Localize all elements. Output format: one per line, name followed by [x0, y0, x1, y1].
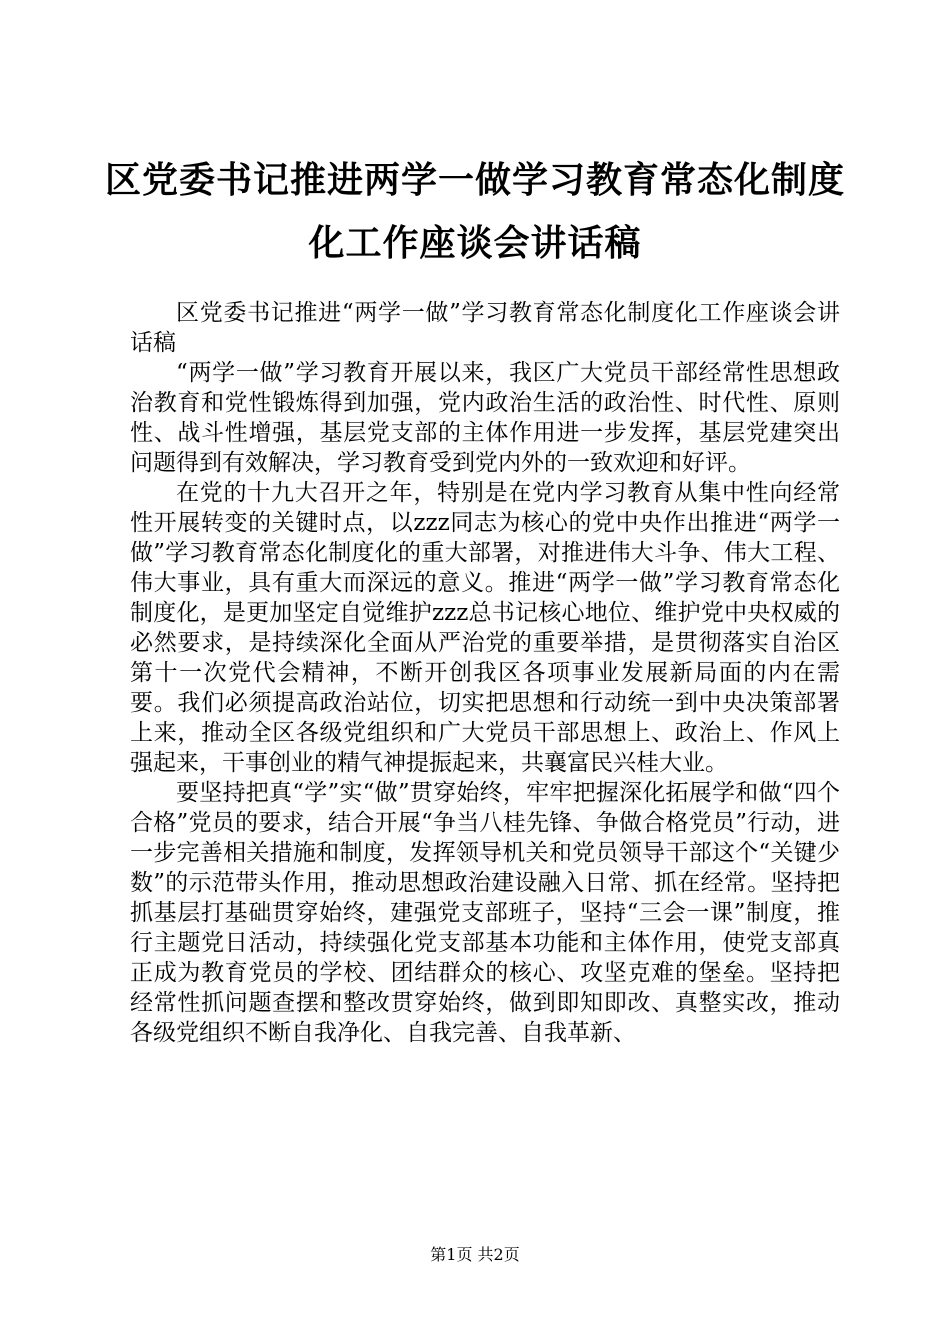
paragraph: 要坚持把真“学”实“做”贯穿始终，牢牢把握深化拓展学和做“四个合格”党员的要求，结合开展“争当八桂先锋、争做合格党员”行动，进一步完善相关措施和制度，发挥领导机关和党员领导干部这个“关键少数”的示范带头作用，推动思想政治建设融入日常、抓在经常。坚持把抓基层打基础贯穿始终，建强党支部班子，坚持“三会一课”制度，推行主题党日活动，持续强化党支部基本功能和主体作用，使党支部真正成为教育党员的学校、团结群众的核心、攻坚克难的堡垒。坚持把经常性抓问题查摆和整改贯穿始终，做到即知即改、真整实改，推动各级党组织不断自我净化、自我完善、自我革新、 — [130, 780, 840, 1046]
document-body — [130, 298, 840, 1048]
page-number-footer: 第1页 共2页 — [430, 1245, 520, 1264]
document-title-line-1: 区党委书记推进两学一做学习教育常态化制度 — [104, 159, 845, 201]
paragraph: 在党的十九大召开之年，特别是在党内学习教育从集中性向经常性开展转变的关键时点，以zzz同志为核心的党中央作出推进“两学一做”学习教育常态化制度化的重大部署，对推进伟大斗争、伟大工程、伟大事业，具有重大而深远的意义。推进“两学一做”学习教育常态化制度化，是更加坚定自觉维护zzz总书记核心地位、维护党中央权威的必然要求，是持续深化全面从严治党的重要举措，是贯彻落实自治区第十一次党代会精神，不断开创我区各项事业发展新局面的内在需要。我们必须提高政治站位，切实把思想和行动统一到中央决策部署上来，推动全区各级党组织和广大党员干部思想上、政治上、作风上强起来，干事创业的精气神提振起来，共襄富民兴桂大业。 — [130, 480, 840, 776]
paragraph: “两学一做”学习教育开展以来，我区广大党员干部经常性思想政治教育和党性锻炼得到加强，党内政治生活的政治性、时代性、原则性、战斗性增强，基层党支部的主体作用进一步发挥，基层党建突出问题得到有效解决，学习教育受到党内外的一致欢迎和好评。 — [130, 360, 840, 476]
paragraph: 区党委书记推进“两学一做”学习教育常态化制度化工作座谈会讲话稿 — [130, 300, 840, 356]
document-title-line-2: 化工作座谈会讲话稿 — [308, 222, 642, 264]
